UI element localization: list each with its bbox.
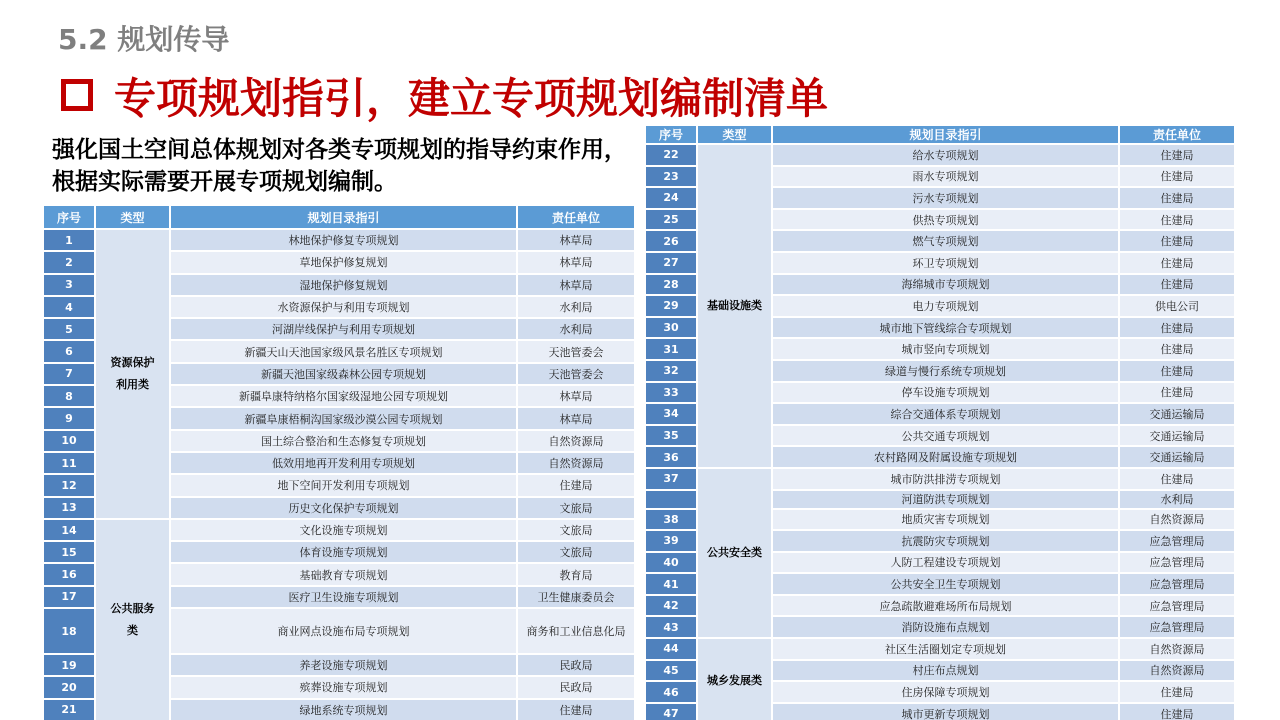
table-row [645, 638, 1235, 660]
responsible-unit-cell: 文旅局 [517, 541, 635, 563]
plan-name-cell: 村庄布点规划 [772, 660, 1119, 682]
row-number: 11 [43, 452, 95, 474]
plan-name-cell: 社区生活圈划定专项规划 [772, 638, 1119, 660]
row-number: 7 [43, 363, 95, 385]
row-number: 9 [43, 407, 95, 429]
plan-name-cell: 历史文化保护专项规划 [170, 497, 517, 519]
row-number: 1 [43, 229, 95, 251]
row-number: 13 [43, 497, 95, 519]
col-header-unit: 责任单位 [1119, 125, 1235, 144]
plan-name-cell: 公共安全卫生专项规划 [772, 573, 1119, 595]
responsible-unit-cell: 应急管理局 [1119, 530, 1235, 552]
plan-name-cell: 国土综合整治和生态修复专项规划 [170, 430, 517, 452]
responsible-unit-cell: 自然资源局 [1119, 660, 1235, 682]
responsible-unit-cell: 商务和工业信息化局 [517, 608, 635, 654]
plan-name-cell: 城市地下管线综合专项规划 [772, 317, 1119, 339]
plan-name-cell: 低效用地再开发利用专项规划 [170, 452, 517, 474]
responsible-unit-cell: 自然资源局 [517, 430, 635, 452]
plan-name-cell: 消防设施布点规划 [772, 616, 1119, 638]
row-number: 38 [645, 509, 697, 531]
col-header-no: 序号 [43, 205, 95, 229]
responsible-unit-cell: 交通运输局 [1119, 425, 1235, 447]
row-number: 29 [645, 295, 697, 317]
row-number: 3 [43, 274, 95, 296]
row-number: 21 [43, 699, 95, 720]
row-number: 47 [645, 703, 697, 720]
responsible-unit-cell: 天池管委会 [517, 340, 635, 362]
plan-name-cell: 供热专项规划 [772, 209, 1119, 231]
plan-name-cell: 草地保护修复规划 [170, 251, 517, 273]
row-number: 34 [645, 403, 697, 425]
row-number: 5 [43, 318, 95, 340]
plan-name-cell: 商业网点设施布局专项规划 [170, 608, 517, 654]
responsible-unit-cell: 水利局 [1119, 490, 1235, 509]
row-number: 16 [43, 563, 95, 585]
responsible-unit-cell: 林草局 [517, 274, 635, 296]
plan-name-cell: 给水专项规划 [772, 144, 1119, 166]
row-number: 45 [645, 660, 697, 682]
col-header-no: 序号 [645, 125, 697, 144]
row-number: 46 [645, 681, 697, 703]
responsible-unit-cell: 住建局 [1119, 187, 1235, 209]
row-number: 12 [43, 474, 95, 496]
col-header-plan: 规划目录指引 [772, 125, 1119, 144]
row-number: 25 [645, 209, 697, 231]
row-number: 40 [645, 552, 697, 574]
responsible-unit-cell: 林草局 [517, 385, 635, 407]
plan-name-cell: 基础教育专项规划 [170, 563, 517, 585]
responsible-unit-cell: 住建局 [1119, 252, 1235, 274]
row-number: 18 [43, 608, 95, 654]
plan-name-cell: 地下空间开发利用专项规划 [170, 474, 517, 496]
row-number: 6 [43, 340, 95, 362]
section-number: 5.2 规划传导 [58, 23, 230, 56]
plan-name-cell: 公共交通专项规划 [772, 425, 1119, 447]
row-number: 33 [645, 382, 697, 404]
plan-name-cell: 绿道与慢行系统专项规划 [772, 360, 1119, 382]
responsible-unit-cell: 应急管理局 [1119, 552, 1235, 574]
plan-name-cell: 湿地保护修复规划 [170, 274, 517, 296]
row-number [645, 490, 697, 509]
responsible-unit-cell: 天池管委会 [517, 363, 635, 385]
row-number: 8 [43, 385, 95, 407]
row-number: 30 [645, 317, 697, 339]
row-number: 26 [645, 230, 697, 252]
responsible-unit-cell: 应急管理局 [1119, 595, 1235, 617]
col-header-type: 类型 [697, 125, 772, 144]
row-number: 22 [645, 144, 697, 166]
responsible-unit-cell: 住建局 [517, 474, 635, 496]
table-row [43, 519, 635, 541]
responsible-unit-cell: 应急管理局 [1119, 616, 1235, 638]
responsible-unit-cell: 住建局 [1119, 703, 1235, 720]
row-number: 32 [645, 360, 697, 382]
row-number: 23 [645, 166, 697, 188]
responsible-unit-cell: 住建局 [1119, 166, 1235, 188]
row-number: 14 [43, 519, 95, 541]
responsible-unit-cell: 住建局 [1119, 338, 1235, 360]
responsible-unit-cell: 住建局 [1119, 209, 1235, 231]
row-number: 39 [645, 530, 697, 552]
row-number: 35 [645, 425, 697, 447]
row-number: 28 [645, 274, 697, 296]
responsible-unit-cell: 文旅局 [517, 519, 635, 541]
responsible-unit-cell: 应急管理局 [1119, 573, 1235, 595]
plan-name-cell: 绿地系统专项规划 [170, 699, 517, 720]
responsible-unit-cell: 交通运输局 [1119, 446, 1235, 468]
responsible-unit-cell: 住建局 [1119, 382, 1235, 404]
category-cell: 城乡发展类 [697, 638, 772, 720]
row-number: 19 [43, 654, 95, 676]
responsible-unit-cell: 住建局 [1119, 274, 1235, 296]
table-row [645, 468, 1235, 490]
plan-name-cell: 城市防洪排涝专项规划 [772, 468, 1119, 490]
plan-name-cell: 污水专项规划 [772, 187, 1119, 209]
plan-name-cell: 河湖岸线保护与利用专项规划 [170, 318, 517, 340]
plan-name-cell: 医疗卫生设施专项规划 [170, 586, 517, 608]
plan-name-cell: 应急疏散避难场所布局规划 [772, 595, 1119, 617]
plan-name-cell: 水资源保护与利用专项规划 [170, 296, 517, 318]
col-header-type: 类型 [95, 205, 170, 229]
responsible-unit-cell: 教育局 [517, 563, 635, 585]
responsible-unit-cell: 住建局 [1119, 468, 1235, 490]
category-cell: 资源保护利用类 [95, 229, 170, 519]
responsible-unit-cell: 林草局 [517, 251, 635, 273]
plan-name-cell: 林地保护修复专项规划 [170, 229, 517, 251]
plan-name-cell: 住房保障专项规划 [772, 681, 1119, 703]
category-cell: 基础设施类 [697, 144, 772, 468]
row-number: 15 [43, 541, 95, 563]
plan-name-cell: 雨水专项规划 [772, 166, 1119, 188]
row-number: 37 [645, 468, 697, 490]
row-number: 27 [645, 252, 697, 274]
responsible-unit-cell: 自然资源局 [1119, 638, 1235, 660]
plan-name-cell: 城市竖向专项规划 [772, 338, 1119, 360]
row-number: 43 [645, 616, 697, 638]
row-number: 10 [43, 430, 95, 452]
page-title: 专项规划指引，建立专项规划编制清单 [114, 74, 829, 123]
responsible-unit-cell: 林草局 [517, 407, 635, 429]
plan-name-cell: 农村路网及附属设施专项规划 [772, 446, 1119, 468]
responsible-unit-cell: 住建局 [1119, 681, 1235, 703]
plan-name-cell: 环卫专项规划 [772, 252, 1119, 274]
row-number: 44 [645, 638, 697, 660]
row-number: 17 [43, 586, 95, 608]
row-number: 31 [645, 338, 697, 360]
plan-name-cell: 综合交通体系专项规划 [772, 403, 1119, 425]
plan-name-cell: 燃气专项规划 [772, 230, 1119, 252]
plan-table-left [42, 204, 636, 720]
plan-name-cell: 新疆天池国家级森林公园专项规划 [170, 363, 517, 385]
plan-name-cell: 抗震防灾专项规划 [772, 530, 1119, 552]
plan-name-cell: 新疆阜康梧桐沟国家级沙漠公园专项规划 [170, 407, 517, 429]
row-number: 42 [645, 595, 697, 617]
plan-name-cell: 地质灾害专项规划 [772, 509, 1119, 531]
plan-name-cell: 殡葬设施专项规划 [170, 676, 517, 698]
col-header-unit: 责任单位 [517, 205, 635, 229]
responsible-unit-cell: 自然资源局 [1119, 509, 1235, 531]
plan-name-cell: 人防工程建设专项规划 [772, 552, 1119, 574]
plan-name-cell: 体育设施专项规划 [170, 541, 517, 563]
row-number: 2 [43, 251, 95, 273]
responsible-unit-cell: 住建局 [1119, 144, 1235, 166]
responsible-unit-cell: 民政局 [517, 676, 635, 698]
responsible-unit-cell: 文旅局 [517, 497, 635, 519]
responsible-unit-cell: 自然资源局 [517, 452, 635, 474]
category-cell: 公共安全类 [697, 468, 772, 638]
row-number: 24 [645, 187, 697, 209]
row-number: 20 [43, 676, 95, 698]
plan-name-cell: 文化设施专项规划 [170, 519, 517, 541]
plan-name-cell: 养老设施专项规划 [170, 654, 517, 676]
responsible-unit-cell: 民政局 [517, 654, 635, 676]
responsible-unit-cell: 交通运输局 [1119, 403, 1235, 425]
plan-name-cell: 新疆天山天池国家级风景名胜区专项规划 [170, 340, 517, 362]
col-header-plan: 规划目录指引 [170, 205, 517, 229]
plan-name-cell: 电力专项规划 [772, 295, 1119, 317]
plan-name-cell: 河道防洪专项规划 [772, 490, 1119, 509]
responsible-unit-cell: 卫生健康委员会 [517, 586, 635, 608]
responsible-unit-cell: 林草局 [517, 229, 635, 251]
plan-name-cell: 城市更新专项规划 [772, 703, 1119, 720]
responsible-unit-cell: 供电公司 [1119, 295, 1235, 317]
plan-name-cell: 停车设施专项规划 [772, 382, 1119, 404]
responsible-unit-cell: 住建局 [1119, 360, 1235, 382]
table-row [43, 229, 635, 251]
plan-table-right [644, 124, 1236, 720]
intro-text: 强化国土空间总体规划对各类专项规划的指导约束作用，根据实际需要开展专项规划编制。 [52, 137, 627, 195]
responsible-unit-cell: 住建局 [1119, 317, 1235, 339]
category-cell: 公共服务类 [95, 519, 170, 720]
responsible-unit-cell: 住建局 [517, 699, 635, 720]
plan-name-cell: 新疆阜康特纳格尔国家级湿地公园专项规划 [170, 385, 517, 407]
responsible-unit-cell: 水利局 [517, 318, 635, 340]
responsible-unit-cell: 住建局 [1119, 230, 1235, 252]
row-number: 36 [645, 446, 697, 468]
row-number: 41 [645, 573, 697, 595]
plan-name-cell: 海绵城市专项规划 [772, 274, 1119, 296]
row-number: 4 [43, 296, 95, 318]
title-bullet-square [61, 79, 93, 111]
table-row [645, 144, 1235, 166]
responsible-unit-cell: 水利局 [517, 296, 635, 318]
